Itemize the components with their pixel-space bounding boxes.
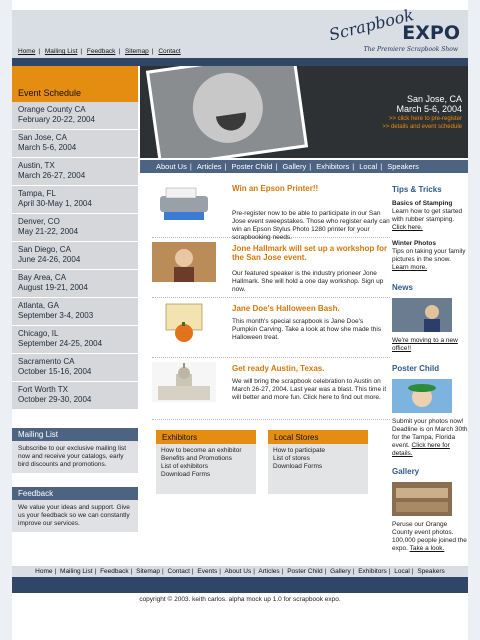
news-body: Our featured speaker is the industry prioneer Jone Hallmark. She will hold a one day workshop. Sign up now. — [232, 270, 384, 293]
logo-word-expo: EXPO — [402, 22, 460, 44]
event-item-atlanta[interactable]: Atlanta, GA September 3-4, 2003 — [12, 298, 138, 326]
footer-link[interactable]: Exhibitors — [358, 568, 387, 575]
capitol-building-image — [152, 362, 216, 402]
office-news-image — [392, 298, 452, 332]
exhibitors-box — [156, 430, 256, 494]
news-office-link[interactable]: We're moving to a new office!! — [392, 337, 458, 352]
nav-sitemap-link[interactable]: Sitemap — [124, 48, 149, 55]
exhibitor-link[interactable]: How to become an exhibitor — [161, 447, 242, 454]
nav-home-link[interactable]: Home — [18, 48, 36, 55]
hero-banner[interactable] — [140, 66, 468, 158]
exhibitor-link[interactable]: Benefits and Promotions — [161, 455, 232, 462]
logo-tagline: The Premiere Scrapbook Show — [363, 46, 458, 53]
header — [12, 5, 468, 58]
tips-title: Tips & Tricks — [392, 185, 442, 194]
local-store-link[interactable]: How to participate — [273, 447, 326, 454]
event-item-denver[interactable]: Denver, CO May 21-22, 2004 — [12, 214, 138, 242]
header-divider-bar — [12, 58, 468, 66]
tip-stamping-title: Basics of Stamping — [392, 200, 453, 207]
nav-contact-link[interactable]: Contact — [158, 48, 181, 55]
mainnav-local[interactable]: Local — [359, 162, 378, 171]
event-item-chicago[interactable]: Chicago, IL September 24-25, 2004 — [12, 326, 138, 354]
footer-link[interactable]: Sitemap — [136, 568, 160, 575]
news-sidebar-title: News — [392, 283, 413, 292]
footer-link[interactable]: Feedback — [100, 568, 129, 575]
event-item-tampa[interactable]: Tampa, FL April 30-May 1, 2004 — [12, 186, 138, 214]
local-stores-links — [268, 444, 368, 494]
footer-link[interactable]: Events — [197, 568, 218, 575]
nav-mailing-list-link[interactable]: Mailing List — [44, 48, 78, 55]
poster-child-text: Submit your photos now! Deadline is on March 30th for the Tampa, Florida event. — [392, 418, 468, 449]
hero-dates: March 5-6, 2004 — [396, 104, 462, 114]
news-item-workshop — [152, 240, 390, 298]
news-body: This month's special scrapbook is Jane Doe's Pumpkin Carving. Take a look at how she made this Halloween treat. — [232, 318, 382, 341]
mainnav-poster-child[interactable]: Poster Child — [231, 162, 273, 171]
footer-link[interactable]: Mailing List — [60, 568, 93, 575]
poster-child-title: Poster Child — [392, 364, 440, 373]
baby-face-image — [188, 68, 267, 147]
tip-winter-text: Tips on taking your family pictures in the snow. — [392, 248, 466, 263]
news-title[interactable]: Jone Hallmark will set up a workshop for the San Jose event. — [232, 244, 388, 262]
local-store-link[interactable]: List of stores — [273, 455, 310, 462]
footer-bar — [12, 577, 468, 593]
exhibitor-link[interactable]: Download Forms — [161, 471, 211, 478]
news-item-epson — [152, 180, 390, 241]
footer-link[interactable]: About Us — [224, 568, 252, 575]
feedback-title[interactable]: Feedback — [12, 487, 138, 500]
mainnav-speakers[interactable]: Speakers — [387, 162, 419, 171]
news-body: Pre-register now to be able to participate in our San Jose event sweepstakes. Those who register early can win an Epson Stylus Photo 1280 printer for your scrapbooking needs. — [232, 210, 390, 241]
exhibitors-title[interactable]: Exhibitors — [156, 430, 256, 444]
event-item-san-jose[interactable]: San Jose, CA March 5-6, 2004 — [12, 130, 138, 158]
news-item-austin — [152, 360, 390, 420]
event-item-sacramento[interactable]: Sacramento CA October 15-16, 2004 — [12, 354, 138, 382]
footer-link[interactable]: Local — [394, 568, 410, 575]
speaker-photo — [152, 242, 216, 282]
event-item-bay-area[interactable]: Bay Area, CA August 19-21, 2004 — [12, 270, 138, 298]
footer-link[interactable]: Gallery — [330, 568, 351, 575]
gallery-text: Peruse our Orange County event photos. 100,000 people joined the expo. — [392, 521, 467, 552]
event-item-fort-worth[interactable]: Fort Worth TX October 29-30, 2004 — [12, 382, 138, 410]
exhibitor-link[interactable]: List of exhibitors — [161, 463, 208, 470]
event-item-orange-county[interactable]: Orange County CA February 20-22, 2004 — [12, 102, 138, 130]
gallery-title: Gallery — [392, 467, 420, 476]
news-title[interactable]: Win an Epson Printer!! — [232, 184, 319, 193]
tip-stamping-link[interactable]: Click here. — [392, 224, 423, 231]
feedback-text: We value your ideas and support. Give us your feedback so we can constantly improve our services. — [12, 500, 138, 532]
nav-feedback-link[interactable]: Feedback — [86, 48, 116, 55]
baby-photo — [146, 66, 308, 158]
mainnav-exhibitors[interactable]: Exhibitors — [316, 162, 350, 171]
exhibitors-links — [156, 444, 256, 494]
footer-link[interactable]: Home — [35, 568, 53, 575]
local-stores-title[interactable]: Local Stores — [268, 430, 368, 444]
news-column — [152, 180, 390, 422]
mainnav-gallery[interactable]: Gallery — [282, 162, 307, 171]
left-column — [12, 66, 138, 532]
mainnav-articles[interactable]: Articles — [196, 162, 222, 171]
mainnav-about-us[interactable]: About Us — [156, 162, 187, 171]
poster-child-link[interactable]: Click here for details. — [392, 442, 450, 457]
poster-child-image — [392, 379, 452, 413]
main-nav: About Us | Articles | Poster Child | Gallery | Exhibitors | Local | Speakers — [140, 160, 468, 173]
event-details-link[interactable]: >> details and event schedule — [382, 124, 462, 130]
right-sidebar — [392, 180, 468, 553]
pumpkin-scrapbook-image — [152, 302, 216, 342]
footer-link[interactable]: Articles — [258, 568, 280, 575]
tip-winter-title: Winter Photos — [392, 240, 436, 247]
tip-stamping-text: Learn how to get started with rubber stamping. — [392, 208, 463, 223]
mailing-list-title[interactable]: Mailing List — [12, 428, 138, 441]
printer-image — [152, 182, 216, 222]
page — [12, 0, 468, 640]
event-list — [12, 102, 138, 410]
local-stores-box — [268, 430, 368, 494]
logo-word-scrapbook: Scrapbook — [327, 5, 416, 45]
news-body: We will bring the scrapbook celebration to Austin on March 26-27, 2004. Last year was a blast. This time it will better and more fun. Click here to find out more. — [232, 378, 387, 401]
event-schedule-title: Event Schedule — [12, 66, 138, 102]
top-nav: Home | Mailing List | Feedback | Sitemap | Contact — [18, 48, 181, 55]
footer-link[interactable]: Poster Child — [287, 568, 323, 575]
event-item-austin[interactable]: Austin, TX March 26-27, 2004 — [12, 158, 138, 186]
news-item-halloween — [152, 300, 390, 358]
gallery-image — [392, 482, 452, 516]
footer-link[interactable]: Speakers — [417, 568, 445, 575]
footer-nav: Home | Mailing List | Feedback | Sitemap | Contact | Events | About Us | Articles | Poster Child | Gallery | Exhibitors | Local | Speakers — [12, 566, 468, 577]
news-title[interactable]: Get ready Austin, Texas. — [232, 364, 325, 373]
pre-register-link[interactable]: >> click here to pre-register — [388, 116, 462, 122]
local-store-link[interactable]: Download Forms — [273, 463, 323, 470]
copyright-text: copyright © 2003. keith carlos. alpha mock up 1.0 for scrapbook expo. — [139, 596, 341, 603]
gallery-link[interactable]: Take a look. — [409, 545, 445, 552]
mailing-list-text: Subscribe to our exclusive mailing list now and receive your catalogs, early bird discounts and promotions. — [12, 441, 138, 473]
news-title[interactable]: Jane Doe's Halloween Bash. — [232, 304, 340, 313]
footer-link[interactable]: Contact — [167, 568, 190, 575]
tip-winter-link[interactable]: Learn more. — [392, 264, 428, 271]
hero-city: San Jose, CA — [406, 94, 462, 104]
event-item-san-diego[interactable]: San Diego, CA June 24-26, 2004 — [12, 242, 138, 270]
